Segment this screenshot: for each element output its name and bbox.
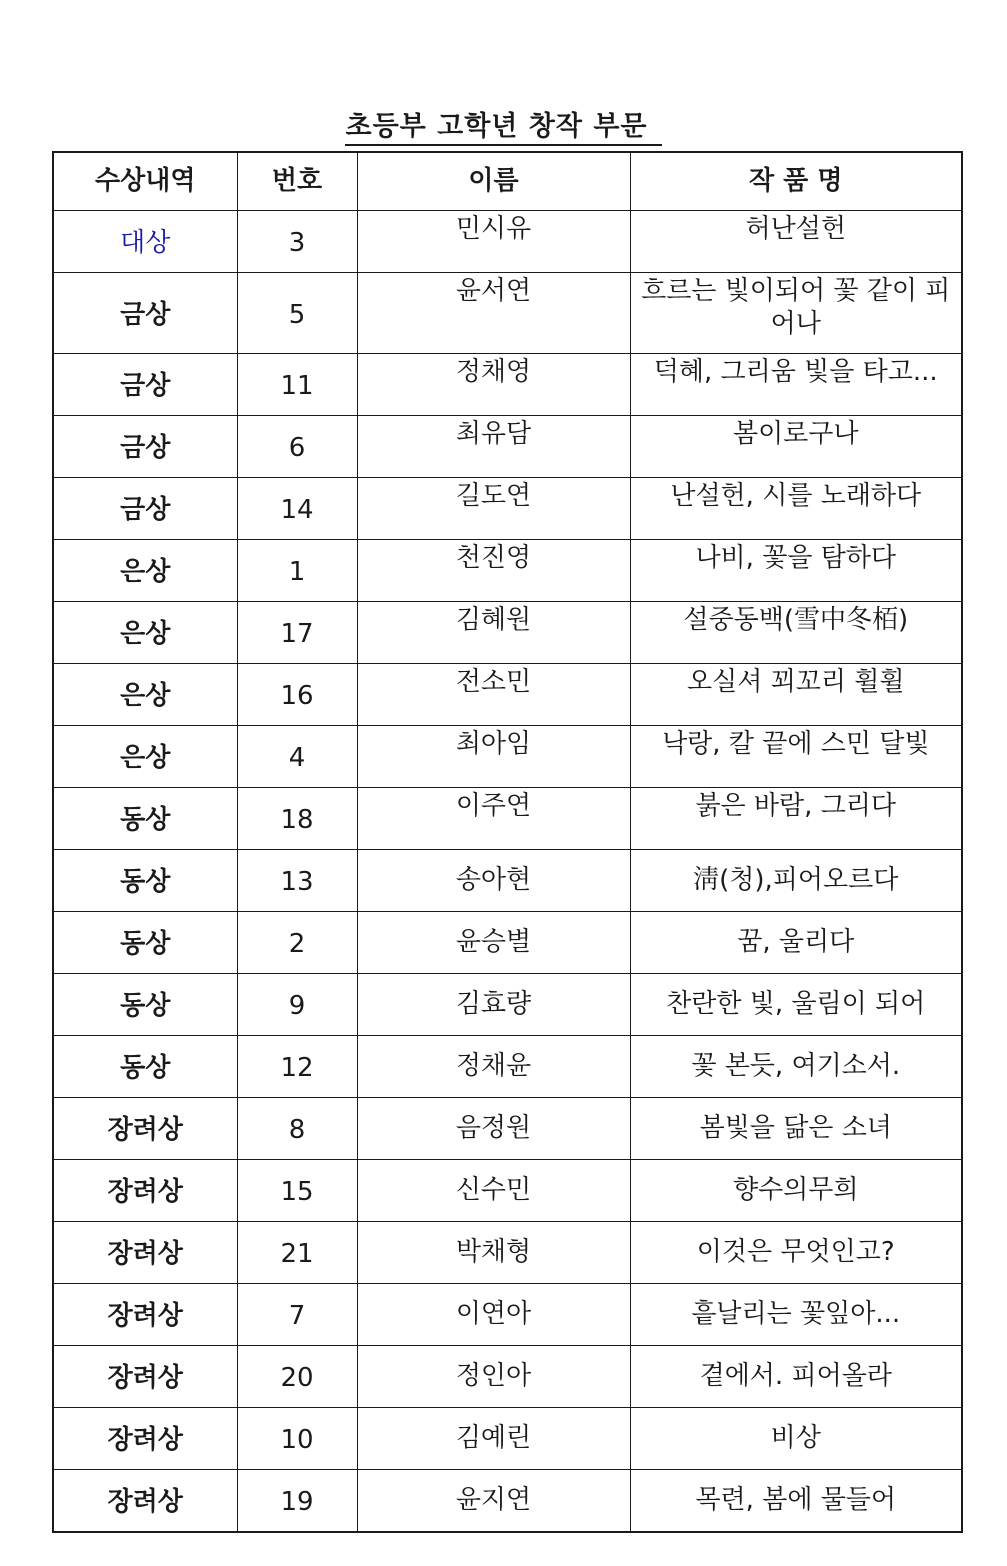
- table-row: [53, 1098, 962, 1160]
- award-cell: 동상: [53, 912, 237, 974]
- awards-table: [52, 151, 963, 1533]
- number-cell: 19: [237, 1470, 357, 1533]
- work-cell: 덕혜, 그리움 빛을 타고...: [630, 354, 962, 416]
- work-cell: 봄이로구나: [630, 416, 962, 478]
- name-cell: 김효량: [357, 974, 630, 1036]
- number-cell: 13: [237, 850, 357, 912]
- work-cell: 낙랑, 칼 끝에 스민 달빛: [630, 726, 962, 788]
- table-row: [53, 1284, 962, 1346]
- number-cell: 7: [237, 1284, 357, 1346]
- work-cell: 설중동백(雪中冬栢): [630, 602, 962, 664]
- award-cell: 동상: [53, 850, 237, 912]
- award-cell: 장려상: [53, 1222, 237, 1284]
- table-row: [53, 1470, 962, 1533]
- table-row: [53, 974, 962, 1036]
- name-cell: 최유담: [357, 416, 630, 478]
- work-cell: 꿈, 울리다: [630, 912, 962, 974]
- award-cell: 동상: [53, 974, 237, 1036]
- number-cell: 2: [237, 912, 357, 974]
- table-row: [53, 788, 962, 850]
- name-cell: 정인아: [357, 1346, 630, 1408]
- page-title: [0, 104, 1007, 143]
- table-row: [53, 354, 962, 416]
- number-cell: 4: [237, 726, 357, 788]
- work-cell: 흩날리는 꽃잎아...: [630, 1284, 962, 1346]
- header-award: 수상내역: [53, 152, 237, 211]
- header-name: 이름: [357, 152, 630, 211]
- work-cell: 오실셔 꾀꼬리 휠휠: [630, 664, 962, 726]
- name-cell: 윤지연: [357, 1470, 630, 1533]
- number-cell: 8: [237, 1098, 357, 1160]
- table-row: [53, 416, 962, 478]
- award-cell: 장려상: [53, 1284, 237, 1346]
- work-cell: 허난설헌: [630, 211, 962, 273]
- name-cell: 김혜원: [357, 602, 630, 664]
- award-cell: 동상: [53, 788, 237, 850]
- award-cell: 은상: [53, 540, 237, 602]
- name-cell: 박채형: [357, 1222, 630, 1284]
- number-cell: 1: [237, 540, 357, 602]
- table-row: [53, 211, 962, 273]
- name-cell: 정채영: [357, 354, 630, 416]
- award-cell: 대상: [53, 211, 237, 273]
- number-cell: 9: [237, 974, 357, 1036]
- award-cell: 은상: [53, 726, 237, 788]
- table-row: [53, 1160, 962, 1222]
- name-cell: 송아현: [357, 850, 630, 912]
- award-cell: 동상: [53, 1036, 237, 1098]
- number-cell: 18: [237, 788, 357, 850]
- number-cell: 16: [237, 664, 357, 726]
- award-cell: 은상: [53, 664, 237, 726]
- number-cell: 21: [237, 1222, 357, 1284]
- name-cell: 민시유: [357, 211, 630, 273]
- name-cell: 정채윤: [357, 1036, 630, 1098]
- name-cell: 음정원: [357, 1098, 630, 1160]
- header-work: 작 품 명: [630, 152, 962, 211]
- work-cell: 이것은 무엇인고?: [630, 1222, 962, 1284]
- work-cell: 곁에서. 피어올라: [630, 1346, 962, 1408]
- number-cell: 10: [237, 1408, 357, 1470]
- table-row: [53, 912, 962, 974]
- work-cell: 봄빛을 닮은 소녀: [630, 1098, 962, 1160]
- work-cell: 꽃 본듯, 여기소서.: [630, 1036, 962, 1098]
- work-cell: 흐르는 빛이되어 꽃 같이 피어나: [630, 273, 962, 354]
- table-row: [53, 540, 962, 602]
- work-cell: 비상: [630, 1408, 962, 1470]
- award-cell: 장려상: [53, 1470, 237, 1533]
- award-cell: 금상: [53, 478, 237, 540]
- award-cell: 은상: [53, 602, 237, 664]
- number-cell: 20: [237, 1346, 357, 1408]
- name-cell: 신수민: [357, 1160, 630, 1222]
- table-row: [53, 1222, 962, 1284]
- table-row: [53, 1408, 962, 1470]
- name-cell: 길도연: [357, 478, 630, 540]
- name-cell: 전소민: [357, 664, 630, 726]
- header-number: 번호: [237, 152, 357, 211]
- name-cell: 천진영: [357, 540, 630, 602]
- work-cell: 찬란한 빛, 울림이 되어: [630, 974, 962, 1036]
- number-cell: 11: [237, 354, 357, 416]
- work-cell: 붉은 바람, 그리다: [630, 788, 962, 850]
- table-row: [53, 1036, 962, 1098]
- number-cell: 12: [237, 1036, 357, 1098]
- award-cell: 장려상: [53, 1346, 237, 1408]
- number-cell: 17: [237, 602, 357, 664]
- number-cell: 5: [237, 273, 357, 354]
- award-cell: 장려상: [53, 1098, 237, 1160]
- award-cell: 금상: [53, 416, 237, 478]
- page-title-text: 초등부 고학년 창작 부문: [345, 111, 661, 146]
- work-cell: 나비, 꽃을 탐하다: [630, 540, 962, 602]
- work-cell: 목련, 봄에 물들어: [630, 1470, 962, 1533]
- name-cell: 이연아: [357, 1284, 630, 1346]
- work-cell: 淸(청),피어오르다: [630, 850, 962, 912]
- table-row: [53, 273, 962, 354]
- name-cell: 김예린: [357, 1408, 630, 1470]
- table-row: [53, 664, 962, 726]
- number-cell: 14: [237, 478, 357, 540]
- number-cell: 6: [237, 416, 357, 478]
- table-row: [53, 1346, 962, 1408]
- award-cell: 장려상: [53, 1408, 237, 1470]
- work-cell: 향수의무희: [630, 1160, 962, 1222]
- award-cell: 금상: [53, 354, 237, 416]
- name-cell: 최아임: [357, 726, 630, 788]
- number-cell: 15: [237, 1160, 357, 1222]
- name-cell: 윤승별: [357, 912, 630, 974]
- award-cell: 금상: [53, 273, 237, 354]
- work-cell: 난설헌, 시를 노래하다: [630, 478, 962, 540]
- name-cell: 이주연: [357, 788, 630, 850]
- number-cell: 3: [237, 211, 357, 273]
- table-row: [53, 602, 962, 664]
- table-row: [53, 850, 962, 912]
- award-cell: 장려상: [53, 1160, 237, 1222]
- header-row: [53, 152, 962, 211]
- table-row: [53, 726, 962, 788]
- name-cell: 윤서연: [357, 273, 630, 354]
- table-row: [53, 478, 962, 540]
